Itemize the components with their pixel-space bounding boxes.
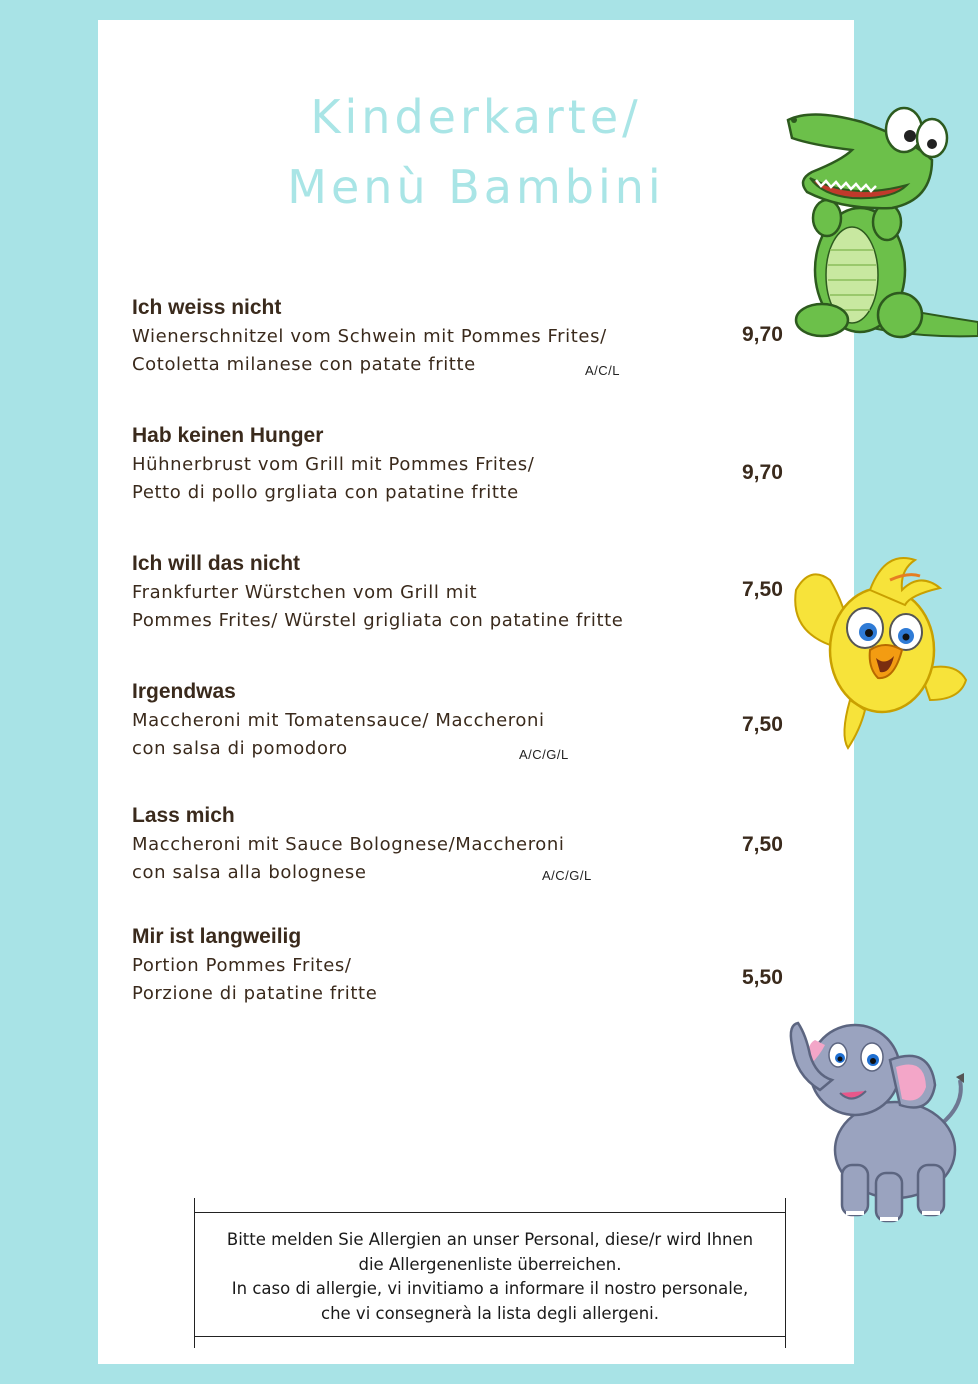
menu-title-line-2: Menù Bambini xyxy=(287,160,665,214)
menu-item-allergens: A/C/G/L xyxy=(519,747,569,762)
menu-item-price: 7,50 xyxy=(742,578,783,601)
menu-item-name: Mir ist langweilig xyxy=(132,925,302,948)
menu-item-price: 9,70 xyxy=(742,323,783,346)
menu-item-name: Lass mich xyxy=(132,804,235,827)
menu-item-price: 7,50 xyxy=(742,833,783,856)
notice-line: In caso di allergie, vi invitiamo a informare il nostro personale, xyxy=(231,1279,749,1298)
menu-item-price: 5,50 xyxy=(742,966,783,989)
menu-item xyxy=(132,677,783,763)
menu-item-description: Porzione di patatine fritte xyxy=(132,983,378,1004)
menu-item-description: Hühnerbrust vom Grill mit Pommes Frites/ xyxy=(132,454,535,475)
menu-sheet xyxy=(98,20,854,1364)
menu-item-name: Hab keinen Hunger xyxy=(132,424,324,447)
menu-item-description: con salsa alla bolognese xyxy=(132,862,367,883)
menu-item-price: 9,70 xyxy=(742,461,783,484)
menu-item xyxy=(132,293,783,379)
allergy-notice xyxy=(194,1198,786,1348)
menu-item-description: Pommes Frites/ Würstel grigliata con patatine fritte xyxy=(132,610,624,631)
notice-divider-bottom xyxy=(195,1336,785,1337)
menu-item-name: Ich weiss nicht xyxy=(132,296,282,319)
menu-item-description: Maccheroni mit Tomatensauce/ Maccheroni xyxy=(132,710,545,731)
notice-line: che vi consegnerà la lista degli allergeni. xyxy=(321,1303,659,1323)
notice-divider-top xyxy=(195,1212,785,1213)
notice-line: Bitte melden Sie Allergien an unser Personal, diese/r wird Ihnen xyxy=(226,1230,754,1249)
menu-item xyxy=(132,549,783,635)
menu-item-price: 7,50 xyxy=(742,713,783,736)
menu-item-description: Frankfurter Würstchen vom Grill mit xyxy=(132,582,478,603)
elephant-illustration xyxy=(780,1005,976,1230)
allergy-notice-text xyxy=(195,1228,785,1326)
menu-item-description: Portion Pommes Frites/ xyxy=(132,955,352,976)
menu-item-description: Cotoletta milanese con patate fritte xyxy=(132,354,476,375)
menu-item-name: Ich will das nicht xyxy=(132,552,301,575)
menu-item-allergens: A/C/L xyxy=(585,363,621,378)
crocodile-illustration xyxy=(782,100,978,340)
menu-item-description: Petto di pollo grgliata con patatine fritte xyxy=(132,482,519,503)
bird-illustration xyxy=(790,550,970,750)
menu-item xyxy=(132,922,783,1008)
menu-item-allergens: A/C/G/L xyxy=(542,868,592,883)
notice-line: die Allergenenliste überreichen. xyxy=(358,1254,622,1274)
menu-item-description: Wienerschnitzel vom Schwein mit Pommes Frites/ xyxy=(132,326,607,347)
menu-item xyxy=(132,421,783,507)
menu-item-description: con salsa di pomodoro xyxy=(132,738,348,759)
menu-item xyxy=(132,801,783,887)
menu-title-line-1: Kinderkarte/ xyxy=(310,90,642,144)
menu-item-description: Maccheroni mit Sauce Bolognese/Maccheroni xyxy=(132,834,565,855)
menu-item-name: Irgendwas xyxy=(132,680,236,703)
